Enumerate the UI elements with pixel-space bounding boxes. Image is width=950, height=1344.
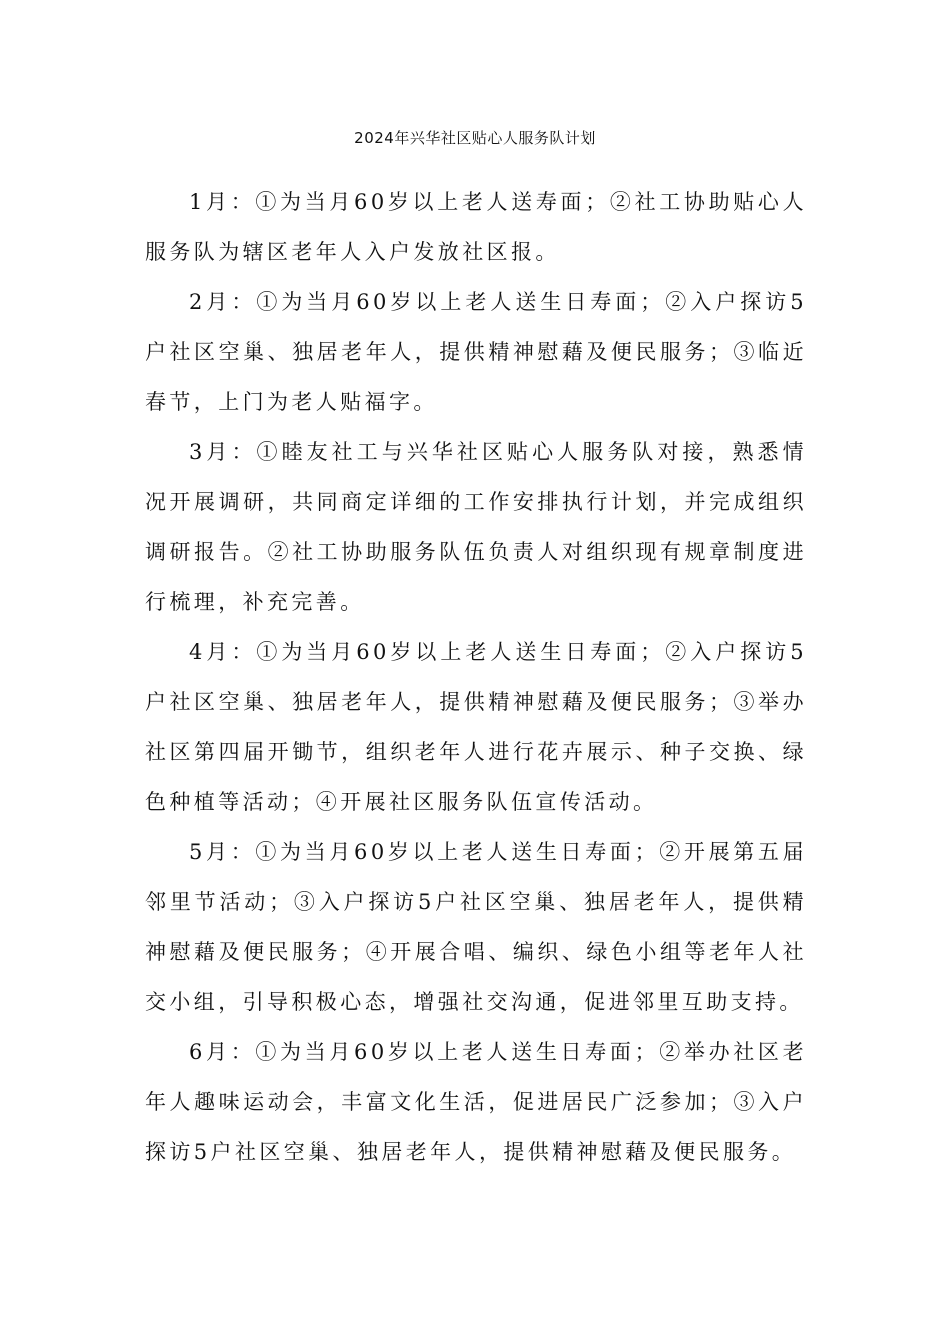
- paragraph-january: 1月：①为当月60岁以上老人送寿面；②社工协助贴心人服务队为辖区老年人入户发放社区报。: [145, 190, 807, 264]
- paragraph-march: 3月：①睦友社工与兴华社区贴心人服务队对接，熟悉情况开展调研，共同商定详细的工作安排执行计划，并完成组织调研报告。②社工协助服务队伍负责人对组织现有规章制度进行梳理，补充完善。: [145, 440, 807, 614]
- paragraph-april: 4月：①为当月60岁以上老人送生日寿面；②入户探访5户社区空巢、独居老年人，提供精神慰藉及便民服务；③举办社区第四届开锄节，组织老年人进行花卉展示、种子交换、绿色种植等活动；④开展社区服务队伍宣传活动。: [145, 640, 807, 814]
- paragraph-february: 2月：①为当月60岁以上老人送生日寿面；②入户探访5户社区空巢、独居老年人，提供精神慰藉及便民服务；③临近春节，上门为老人贴福字。: [145, 290, 807, 414]
- paragraph-june: 6月：①为当月60岁以上老人送生日寿面；②举办社区老年人趣味运动会，丰富文化生活，促进居民广泛参加；③入户探访5户社区空巢、独居老年人，提供精神慰藉及便民服务。: [145, 1040, 807, 1164]
- document-title: 2024年兴华社区贴心人服务队计划: [354, 129, 596, 147]
- document-body: [145, 177, 807, 1177]
- paragraph-may: 5月：①为当月60岁以上老人送生日寿面；②开展第五届邻里节活动；③入户探访5户社区空巢、独居老年人，提供精神慰藉及便民服务；④开展合唱、编织、绿色小组等老年人社交小组，引导积极心态，增强社交沟通，促进邻里互助支持。: [145, 840, 807, 1014]
